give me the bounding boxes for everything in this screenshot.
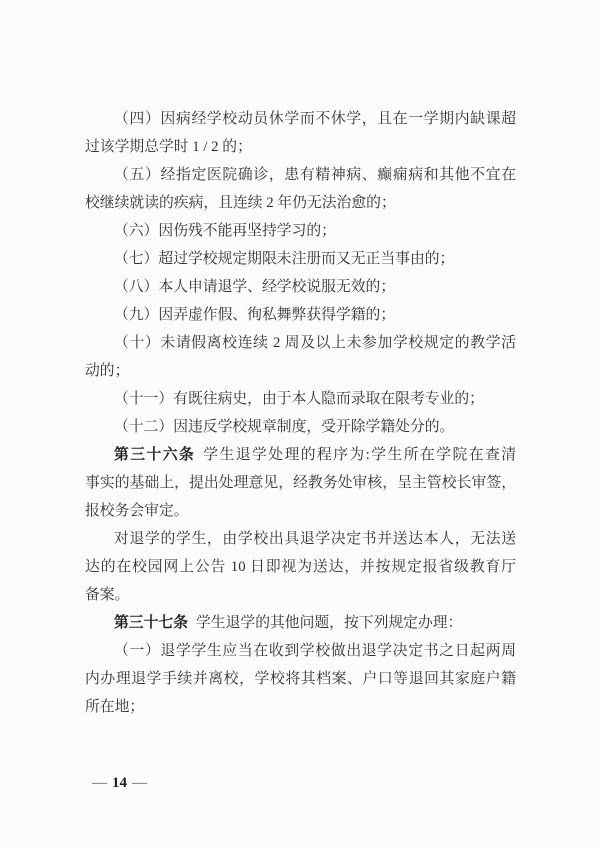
document-line: （十一）有既往病史，由于本人隐而录取在限考专业的； — [114, 391, 484, 407]
page-number — [92, 772, 147, 794]
page-number-value: 14 — [112, 774, 127, 791]
document-line: （六）因伤残不能再坚持学习的； — [114, 223, 336, 239]
document-line: （十）未请假离校连续 2 周及以上未参加学校规定的教学活 — [114, 335, 516, 351]
document-line: （九）因弄虚作假、徇私舞弊获得学籍的； — [114, 307, 396, 323]
document-line: 达的在校园网上公告 10 日即视为送达，并按规定报省级教育厅 — [85, 559, 516, 575]
article-heading-line — [85, 609, 516, 637]
document-line: 备案。 — [85, 587, 130, 603]
document-text-block — [85, 105, 516, 721]
page-number-dash-right: — — [132, 774, 147, 791]
document-line: （十二）因违反学校规章制度，受开除学籍处分的。 — [114, 419, 455, 435]
document-line: （五）经指定医院确诊，患有精神病、癫痫病和其他不宜在 — [114, 167, 516, 183]
article-number: 第三十七条 — [114, 615, 188, 631]
document-line: 内办理退学手续并离校，学校将其档案、户口等退回其家庭户籍 — [85, 671, 516, 687]
document-line: （四）因病经学校动员休学而不休学，且在一学期内缺课超 — [114, 111, 516, 127]
document-line: 校继续就读的疾病，且连续 2 年仍无法治愈的； — [85, 195, 396, 211]
article-heading-text: 学生退学处理的程序为:学生所在学院在查清 — [203, 447, 516, 463]
article-heading-line — [85, 441, 516, 469]
document-line: 过该学期总学时 1 / 2 的； — [85, 139, 252, 155]
document-line: 报校务会审定。 — [85, 503, 189, 519]
document-line: 对退学的学生，由学校出具退学决定书并送达本人，无法送 — [114, 531, 516, 547]
document-line: （一）退学学生应当在收到学校做出退学决定书之日起两周 — [114, 643, 516, 659]
document-line: 动的； — [85, 363, 130, 379]
article-number: 第三十六条 — [114, 447, 196, 463]
document-line: （七）超过学校规定期限未注册而又无正当事由的； — [114, 251, 455, 267]
article-heading-text: 学生退学的其他问题，按下列规定办理： — [196, 615, 463, 631]
document-line: 事实的基础上，提出处理意见，经教务处审核，呈主管校长审签， — [85, 475, 516, 491]
page-number-dash-left: — — [92, 774, 107, 791]
document-line: 所在地； — [85, 699, 145, 715]
document-line: （八）本人申请退学、经学校说服无效的； — [114, 279, 396, 295]
